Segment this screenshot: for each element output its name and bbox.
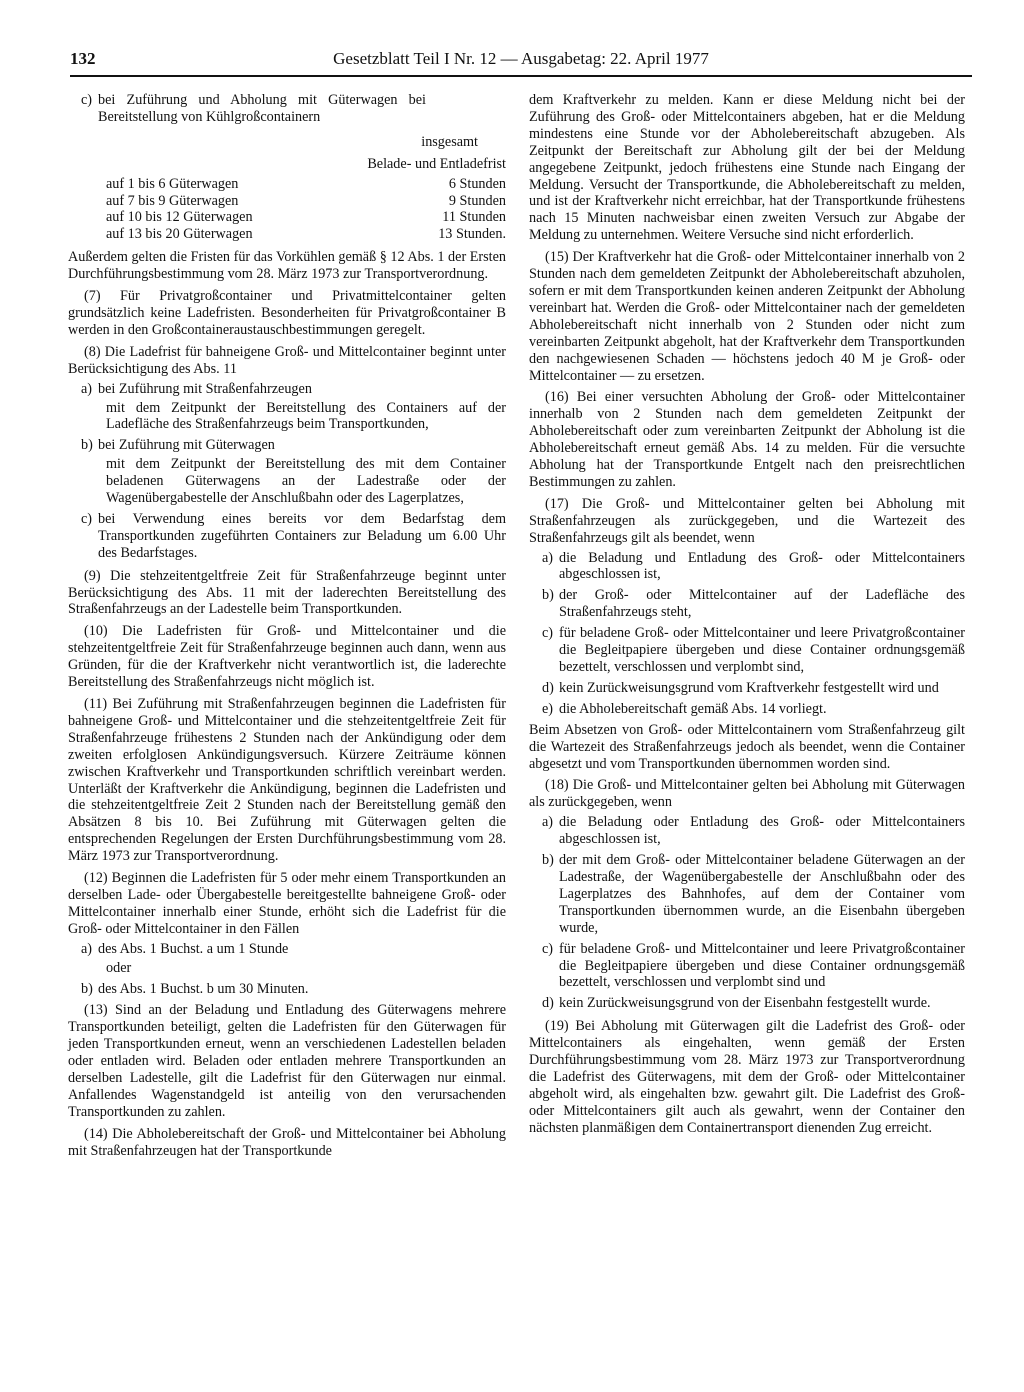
row-value: 9 Stunden — [448, 192, 506, 209]
row-range: auf 13 bis 20 Güterwagen — [106, 226, 253, 243]
item-marker: c) — [81, 92, 93, 108]
item-8a — [68, 381, 506, 398]
item-18d — [529, 995, 965, 1012]
table-header-insgesamt: insgesamt — [421, 133, 478, 150]
paragraph-16: (16) Bei einer versuchten Abholung der Groß- oder Mittelcontainer innerhalb von 2 Stunden nach dem gemeldeten Zeitpunkt der Abholebereitschaft oder zum vereinbarten Zeitpunkt der Abholung ist die Abholebereitschaft erneut gemäß Abs. 14 zu melden. Für die versuchte Abholung hat der Transportkunde Entgelt nach den preisrechtlichen Bestimmungen zu zahlen. — [529, 389, 965, 490]
ladefrist-table — [68, 134, 506, 243]
paragraph-ausserdem: Außerdem gelten die Fristen für das Vorkühlen gemäß § 12 Abs. 1 der Ersten Durchführungsbestimmung vom 28. März 1973 zur Transportverordnung. — [68, 249, 506, 283]
page-header — [70, 47, 972, 77]
item-text: die Beladung oder Entladung des Groß- oder Mittelcontainers abgeschlossen ist, — [559, 814, 965, 848]
item-marker: b) — [81, 437, 93, 454]
item-marker: b) — [542, 852, 554, 869]
left-column — [68, 92, 506, 1165]
item-17d — [529, 680, 965, 697]
paragraph-14-continued: dem Kraftverkehr zu melden. Kann er diese Meldung nicht bei der Zuführung des Groß- oder Mittelcontainers abgeben, hat er die Meldung mindestens eine Stunde vor der Abholebereitschaft abzugeben. Als Zeitpunkt der Bereitschaft zur Abholung gilt der bei der Meldung angegebene Zeitpunkt, jedoch frühestens eine Stunde nach Eingang der Meldung. Versucht der Transportkunde, die Abholebereitschaft zu melden, und ist der Kraftverkehr nicht erreichbar, hat der Transportkunde frühestens nach 15 Minuten nachweisbar einen zweiten Versuch zur Abgabe der Meldung zu unternehmen. Weitere Versuche sind nicht erforderlich. — [529, 92, 965, 244]
item-text: kein Zurückweisungsgrund vom Kraftverkehr festgestellt wird und — [559, 679, 939, 696]
paragraph-8: (8) Die Ladefrist für bahneigene Groß- und Mittelcontainer beginnt unter Berücksichtigung des Abs. 11 — [68, 343, 506, 377]
table-header-frist: Belade- und Entladefrist — [367, 155, 506, 172]
item-8b — [68, 437, 506, 454]
item-17c — [529, 625, 965, 676]
item-17e — [529, 701, 965, 718]
paragraph-7: (7) Für Privatgroßcontainer und Privatmittelcontainer gelten grundsätzlich keine Ladefristen. Besonderheiten für Privatgroßcontainer B werden in den Großcontaineraustauschbestimmungen geregelt. — [68, 288, 506, 338]
page-number: 132 — [70, 49, 96, 68]
paragraph-13: (13) Sind an der Beladung und Entladung des Güterwagens mehrere Transportkunden beteiligt, gelten die Ladefristen für den Güterwagen für jeden Transportkunden erneut, wenn an verschiedenen Ladestellen beladen oder entladen wird. Beladen oder entladen mehrere Transportkunden an derselben Ladestelle, gilt die Ladefrist für den Güterwagen nur einmal. Anfallendes Wagenstandgeld ist anteilig von den verursachenden Transportkunden zu zahlen. — [68, 1002, 506, 1120]
item-8b-detail: mit dem Zeitpunkt der Bereitstellung des mit dem Container beladenen Güterwagens an der Ladestraße oder der Wagenübergabestelle der Anschlußbahn oder des Lagerplatzes, — [106, 456, 506, 507]
item-marker: a) — [81, 380, 93, 397]
item-marker: b) — [542, 587, 554, 604]
paragraph-10: (10) Die Ladefristen für Groß- und Mittelcontainer und die stehzeitentgeltfreie Zeit für Straßenfahrzeuge beginnen auch dann, wenn aus Gründen, für die der Kraftverkehr nicht verantwortlich ist, die laderechte Bereitstellung des Straßenfahrzeugs nicht möglich ist. — [68, 623, 506, 691]
item-text: des Abs. 1 Buchst. b um 30 Minuten. — [98, 980, 309, 997]
item-marker: c) — [81, 510, 93, 527]
page-title: Gesetzblatt Teil I Nr. 12 — Ausgabetag: 22. April 1977 — [333, 49, 709, 68]
paragraph-14: (14) Die Abholebereitschaft der Groß- und Mittelcontainer bei Abholung mit Straßenfahrzeugen hat der Transportkunde — [68, 1125, 506, 1159]
item-text: bei Zuführung mit Güterwagen — [98, 437, 275, 454]
item-text: die Beladung und Entladung des Groß- oder Mittelcontainers abgeschlossen ist, — [559, 549, 965, 583]
item-8c — [68, 511, 506, 562]
item-text: des Abs. 1 Buchst. a um 1 Stunde — [98, 940, 289, 957]
item-marker: c) — [542, 625, 554, 642]
paragraph-19: (19) Bei Abholung mit Güterwagen gilt die Ladefrist des Groß- oder Mittelcontainers als eingehalten, wenn gemäß der Ersten Durchführungsbestimmung vom 28. März 1973 zur Transportverordnung die Ladefrist des Güterwagens, mit dem der Groß- oder Mittelcontainer abgeholt wird, als eingehalten bzw. gewahrt gilt. Die Ladefrist des Groß- oder Mittelcontainers gilt auch als gewahrt, wenn der Container den nächsten planmäßigen dem Containertransport dienenden Zug erreicht. — [529, 1018, 965, 1136]
item-18b — [529, 852, 965, 937]
row-range: auf 10 bis 12 Güterwagen — [106, 209, 253, 226]
item-marker: d) — [542, 679, 554, 696]
item-18c — [529, 941, 965, 992]
item-marker: b) — [81, 980, 93, 997]
paragraph-12: (12) Beginnen die Ladefristen für 5 oder mehr einem Transportkunden an derselben Lade- oder Übergabestelle bereitgestellte bahneigene Groß- oder Mittelcontainer innerhalb einer Stunde, erhöht sich die Ladefrist für die Groß- oder Mittelcontainer in den Fällen — [68, 870, 506, 937]
paragraph-17: (17) Die Groß- und Mittelcontainer gelten bei Abholung mit Straßenfahrzeugen als zurückgegeben, und die Wartezeit des Straßenfahrzeugs gilt als beendet, wenn — [529, 495, 965, 546]
item-marker: a) — [542, 549, 554, 566]
paragraph-18: (18) Die Groß- und Mittelcontainer gelten bei Abholung mit Güterwagen als zurückgegeben, wenn — [529, 777, 965, 811]
item-text: bei Verwendung eines bereits vor dem Bedarfstag dem Transportkunden zugeführten Containers zur Beladung um 6.00 Uhr des Bedarfstages. — [98, 510, 506, 561]
item-text: kein Zurückweisungsgrund von der Eisenbahn festgestellt wurde. — [559, 995, 931, 1012]
row-value: 11 Stunden — [442, 209, 506, 226]
row-value: 6 Stunden — [448, 175, 506, 192]
item-18a — [529, 814, 965, 848]
table-row — [68, 209, 506, 226]
paragraph-15: (15) Der Kraftverkehr hat die Groß- oder Mittelcontainer innerhalb von 2 Stunden nach dem gemeldeten Zeitpunkt der Abholebereitschaft abzuholen, sofern er mit dem Transportkunden keinen anderen Zeitpunkt der Abholung vereinbart hat. Werden die Groß- oder Mittelcontainer nach der gemeldeten Abholebereitschaft nicht innerhalb von 2 Stunden oder nicht zum vereinbarten Zeitpunkt abgeholt, hat der Kraftverkehr dem Transportkunden den nachgewiesenen Schaden — höchstens jedoch 40 M je Groß- oder Mittelcontainer — zu ersetzen. — [529, 249, 965, 384]
paragraph-9: (9) Die stehzeitentgeltfreie Zeit für Straßenfahrzeuge beginnt unter Berücksichtigung des Abs. 11 mit der laderechten Bereitstellung des Straßenfahrzeugs an der Ladestelle beim Transportkunden. — [68, 567, 506, 618]
item-text: der mit dem Groß- oder Mittelcontainer beladene Güterwagen an der Ladestraße, der Wagenübergabestelle der Anschlußbahn oder des Lagerplatzes des Bahnhofes, auf dem der Container vom Transportkunden übernommen wurde, an die Eisenbahn übergeben wurde, — [559, 852, 965, 936]
item-marker: c) — [542, 940, 554, 957]
item-12-oder: oder — [106, 959, 132, 976]
item-17a — [529, 550, 965, 584]
item-8a-detail: mit dem Zeitpunkt der Bereitstellung des Containers auf der Ladefläche des Straßenfahrzeugs beim Transportkunden, — [106, 399, 506, 433]
item-text: für beladene Groß- oder Mittelcontainer und leere Privatgroßcontainer die Begleitpapiere übergeben und diese Container ordnungsgemäß bezettelt, verschlossen und verplombt sind, — [559, 625, 965, 675]
item-marker: a) — [542, 814, 554, 831]
item-c-kuehlgrosscontainer — [68, 92, 506, 126]
row-value: 13 Stunden. — [438, 226, 506, 243]
right-column — [529, 92, 965, 1142]
row-range: auf 1 bis 6 Güterwagen — [106, 175, 239, 192]
item-marker: e) — [542, 700, 554, 717]
table-row — [68, 193, 506, 210]
item-text: bei Zuführung mit Straßenfahrzeugen — [98, 380, 312, 397]
item-text: der Groß- oder Mittelcontainer auf der Ladefläche des Straßenfahrzeugs steht, — [559, 587, 965, 621]
item-text: die Abholebereitschaft gemäß Abs. 14 vorliegt. — [559, 700, 827, 717]
paragraph-11: (11) Bei Zuführung mit Straßenfahrzeugen beginnen die Ladefristen für bahneigene Groß- und Mittelcontainer und die stehzeitentgeltfreie Zeit für Straßenfahrzeuge frühestens 2 Stunden nach der Ankündigung oder dem zweiten erfolglosen Ankündigungsversuch. Kürzere Zeiträume können zwischen Kraftverkehr und Transportkunden schriftlich vereinbart werden. Unterläßt der Kraftverkehr die Ankündigung, beginnen die Ladefristen und die stehzeitentgeltfreie Zeit 2 Stunden nach der Bereitstellung gemäß den Absätzen 8 bis 10. Bei Zuführung mit Güterwagen gelten die entsprechenden Regelungen der Ersten Durchführungsbestimmung vom 28. März 1973 zur Transportverordnung. — [68, 696, 506, 865]
item-marker: a) — [81, 940, 93, 957]
item-12a — [68, 941, 506, 958]
item-text: für beladene Groß- und Mittelcontainer und leere Privatgroßcontainer die Begleitpapiere übergeben und diese Container ordnungsgemäß bezettelt, verschlossen und verplombt sind und — [559, 940, 965, 991]
row-range: auf 7 bis 9 Güterwagen — [106, 192, 239, 209]
item-12b — [68, 981, 506, 998]
item-17b — [529, 587, 965, 621]
item-text: bei Zuführung und Abholung mit Güterwagen bei Bereitstellung von Kühlgroßcontainern — [98, 92, 426, 125]
table-row — [68, 226, 506, 243]
table-row — [68, 176, 506, 193]
item-marker: d) — [542, 995, 554, 1012]
paragraph-17-after: Beim Absetzen von Groß- oder Mittelcontainern vom Straßenfahrzeug gilt die Wartezeit des Straßenfahrzeugs jedoch als beendet, wenn die Container abgesetzt und vom Transportkunden übernommen worden sind. — [529, 721, 965, 772]
